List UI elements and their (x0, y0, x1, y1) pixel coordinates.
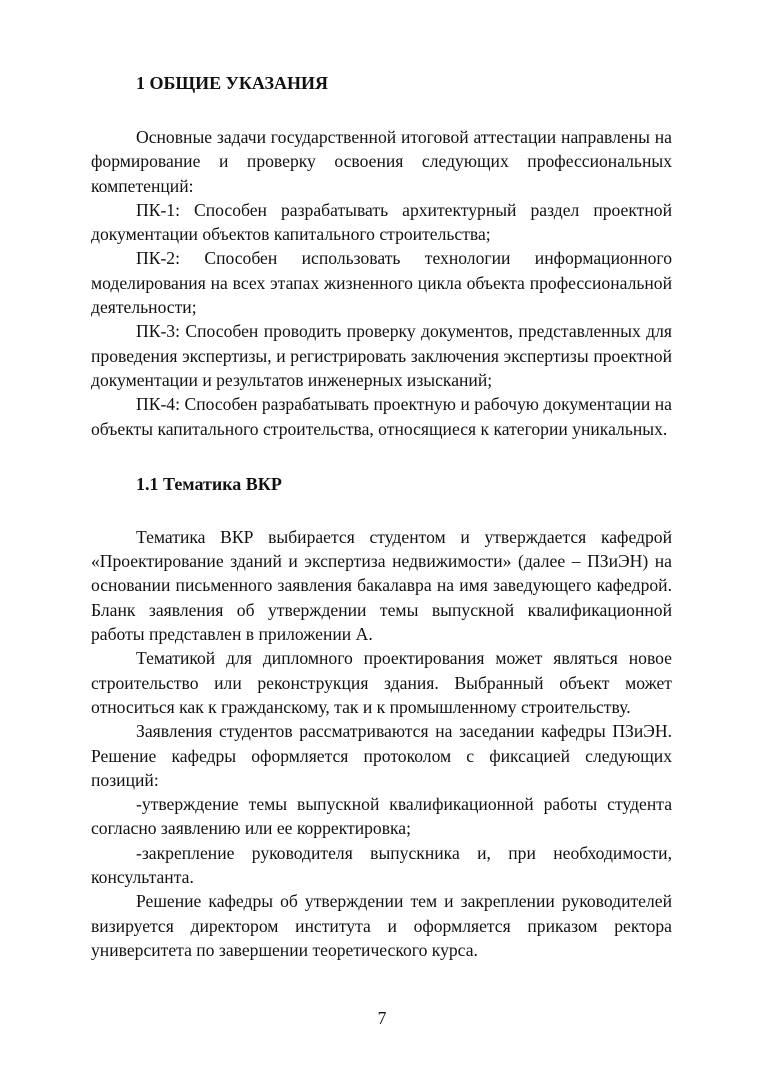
paragraph-department-review: Заявления студентов рассматриваются на заседании кафедры ПЗиЭН. Решение кафедры оформляется протоколом с фиксацией следующих позиций: (91, 721, 672, 790)
page-number: 7 (377, 1008, 387, 1028)
paragraph-topic-selection: Тематика ВКР выбирается студентом и утверждается кафедрой «Проектирование зданий и экспертиза недвижимости» (далее – ПЗиЭН) на основании письменного заявления бакалавра на имя заведующего кафедрой. Бланк заявления об утверждении темы выпускной квалификационной работы представлен в приложении А. (91, 526, 672, 645)
paragraph-decision: Решение кафедры об утверждении тем и закреплении руководителей визируется директором института и оформляется приказом ректора университета по завершении теоретического курса. (91, 891, 672, 960)
paragraph-intro: Основные задачи государственной итоговой аттестации направлены на формирование и проверку освоения следующих профессиональных компетенций: (91, 127, 672, 196)
paragraph-pk4: ПК-4: Способен разрабатывать проектную и рабочую документации на объекты капитального строительства, относящиеся к категории уникальных. (91, 394, 672, 439)
paragraph-item-approval: -утверждение темы выпускной квалификационной работы студента согласно заявлению или ее корректировка; (91, 794, 672, 839)
document-page (91, 66, 672, 962)
paragraph-pk2: ПК-2: Способен использовать технологии информационного моделирования на всех этапах жизненного цикла объекта профессиональной деятельности; (91, 248, 672, 318)
paragraph-topic-types: Тематикой для дипломного проектирования может являться новое строительство или реконструкция здания. Выбранный объект может относиться как к гражданскому, так и к промышленному строительству. (91, 648, 672, 717)
paragraph-pk3: ПК-3: Способен проводить проверку документов, представленных для проведения экспертизы, и регистрировать заключения экспертизы проектной документации и результатов инженерных изысканий; (91, 321, 672, 390)
section-heading-topics: 1.1 Тематика ВКР (136, 473, 282, 494)
paragraph-pk1: ПК-1: Способен разрабатывать архитектурный раздел проектной документации объектов капитального строительства; (91, 199, 672, 245)
paragraph-item-supervisor: -закрепление руководителя выпускника и, при необходимости, консультанта. (91, 842, 672, 888)
section-heading-general: 1 ОБЩИЕ УКАЗАНИЯ (136, 73, 328, 93)
